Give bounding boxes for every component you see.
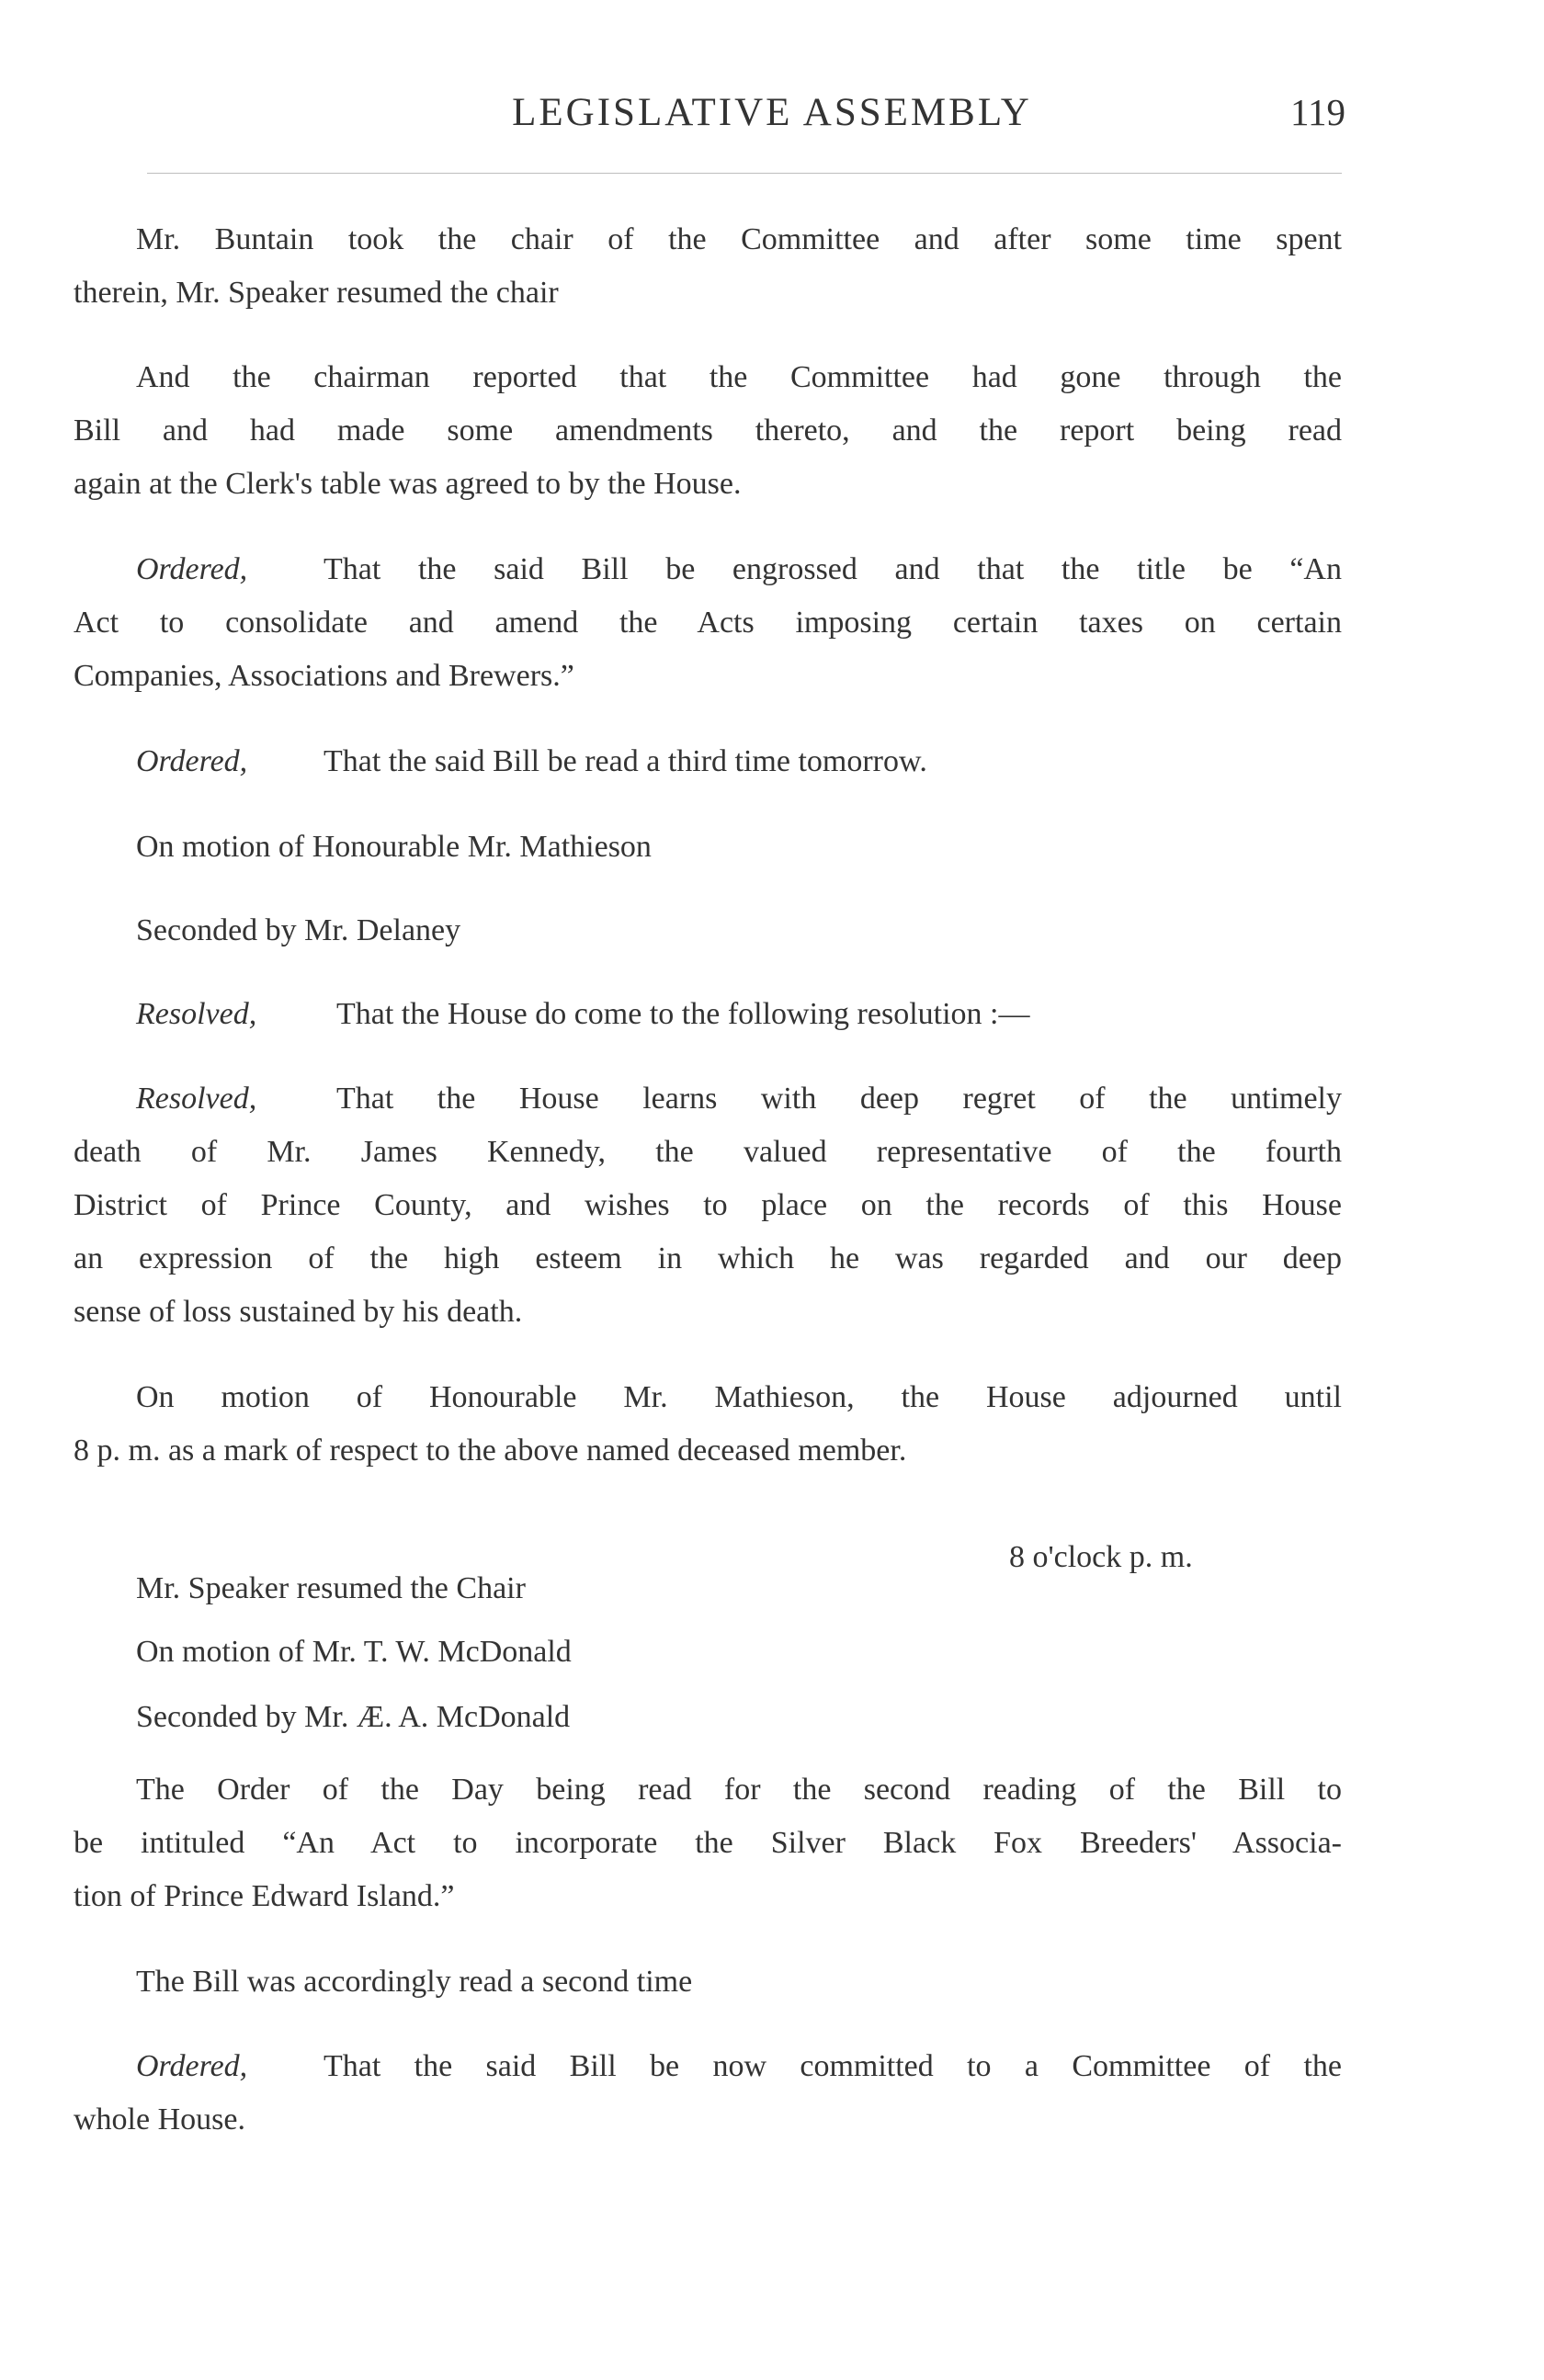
text-line: 8 o'clock p. m. [1009, 1540, 1193, 1574]
text-line: be intituled “An Act to incorporate the Silver Black Fox Breeders' Associa- [74, 1826, 1342, 1860]
page-number: 119 [1290, 91, 1345, 133]
lead-word: Ordered, [136, 744, 248, 778]
text-line: Act to consolidate and amend the Acts imposing certain taxes on certain [74, 606, 1342, 640]
text-line: Bill and had made some amendments thereto, and the report being read [74, 414, 1342, 448]
text-line: Companies, Associations and Brewers.” [74, 659, 574, 693]
resolved-label [136, 1072, 256, 1126]
text-line: And the chairman reported that the Committee had gone through the [136, 360, 1342, 394]
lead-word: Resolved, [136, 1082, 257, 1116]
text-line: death of Mr. James Kennedy, the valued representative of the fourth [74, 1135, 1342, 1169]
lead-word: Resolved, [136, 997, 257, 1031]
ordered-label [136, 735, 247, 788]
lead-word: Ordered, [136, 552, 248, 586]
text-line: District of Prince County, and wishes to place on the records of this House [74, 1188, 1342, 1222]
resolved-label [136, 988, 256, 1041]
text-line: whole House. [74, 2102, 245, 2136]
text-line: That the said Bill be now committed to a Committee of the [324, 2049, 1342, 2083]
text-line: That the House learns with deep regret of the untimely [336, 1082, 1342, 1116]
text-line: sense of loss sustained by his death. [74, 1295, 523, 1329]
text-line: an expression of the high esteem in which he was regarded and our deep [74, 1241, 1342, 1275]
text-line: Seconded by Mr. Æ. A. McDonald [136, 1700, 571, 1734]
text-line: That the said Bill be read a third time tomorrow. [324, 744, 927, 778]
text-line: therein, Mr. Speaker resumed the chair [74, 276, 559, 310]
text-line: On motion of Honourable Mr. Mathieson [136, 830, 652, 864]
text-line: That the House do come to the following resolution :— [336, 997, 1030, 1031]
text-line: Mr. Buntain took the chair of the Committee and after some time spent [136, 222, 1342, 256]
header-title: LEGISLATIVE ASSEMBLY [512, 91, 1032, 134]
lead-word: Ordered, [136, 2049, 248, 2083]
text-line: That the said Bill be engrossed and that the title be “An [324, 552, 1342, 586]
text-line: On motion of Mr. T. W. McDonald [136, 1635, 572, 1669]
text-line: tion of Prince Edward Island.” [74, 1879, 455, 1913]
ordered-label [136, 2040, 247, 2093]
text-line: Mr. Speaker resumed the Chair [136, 1571, 526, 1605]
text-line: again at the Clerk's table was agreed to by the House. [74, 467, 742, 501]
text-line: On motion of Honourable Mr. Mathieson, the House adjourned until [136, 1380, 1342, 1414]
text-line: The Bill was accordingly read a second time [136, 1965, 693, 1999]
ordered-label [136, 543, 247, 596]
text-line: 8 p. m. as a mark of respect to the above named deceased member. [74, 1434, 907, 1468]
header-rule [147, 173, 1342, 174]
text-line: Seconded by Mr. Delaney [136, 913, 461, 947]
running-header [0, 90, 1544, 145]
text-line: The Order of the Day being read for the second reading of the Bill to [136, 1773, 1342, 1807]
